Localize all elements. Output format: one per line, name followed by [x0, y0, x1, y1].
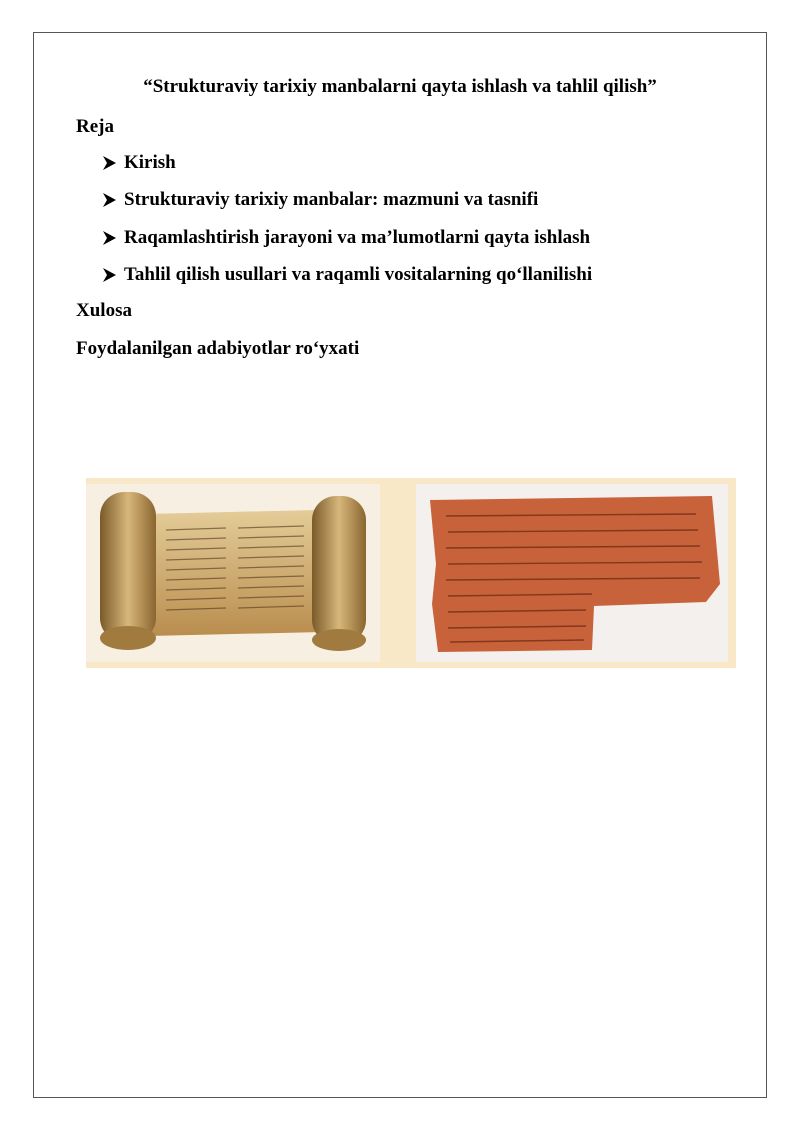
plan-item-label: Strukturaviy tarixiy manbalar: mazmuni va tasnifi: [124, 189, 539, 210]
plan-heading: Reja: [76, 116, 114, 137]
plan-item-label: Tahlil qilish usullari va raqamli vositalarning qo‘llanilishi: [124, 264, 593, 285]
scroll-image: [86, 484, 380, 662]
plan-item-label: Raqamlashtirish jarayoni va ma’lumotlarni qayta ishlash: [124, 227, 591, 248]
plan-item: [100, 189, 538, 211]
arrow-bullet-icon: [100, 191, 118, 209]
birch-bark-image: [416, 484, 728, 662]
arrow-bullet-icon: [100, 266, 118, 284]
conclusion-heading: Xulosa: [76, 300, 132, 321]
ancient-scroll-icon: [86, 484, 380, 662]
document-title: “Strukturaviy tarixiy manbalarni qayta ishlash va tahlil qilish”: [143, 76, 657, 97]
plan-item: [100, 264, 592, 286]
plan-item: [100, 152, 176, 174]
illustration-figure: [86, 478, 736, 668]
birch-bark-manuscript-icon: [416, 484, 728, 662]
plan-item: [100, 227, 590, 249]
arrow-bullet-icon: [100, 229, 118, 247]
plan-item-label: Kirish: [124, 152, 176, 173]
arrow-bullet-icon: [100, 154, 118, 172]
references-heading: Foydalanilgan adabiyotlar ro‘yxati: [76, 338, 360, 359]
